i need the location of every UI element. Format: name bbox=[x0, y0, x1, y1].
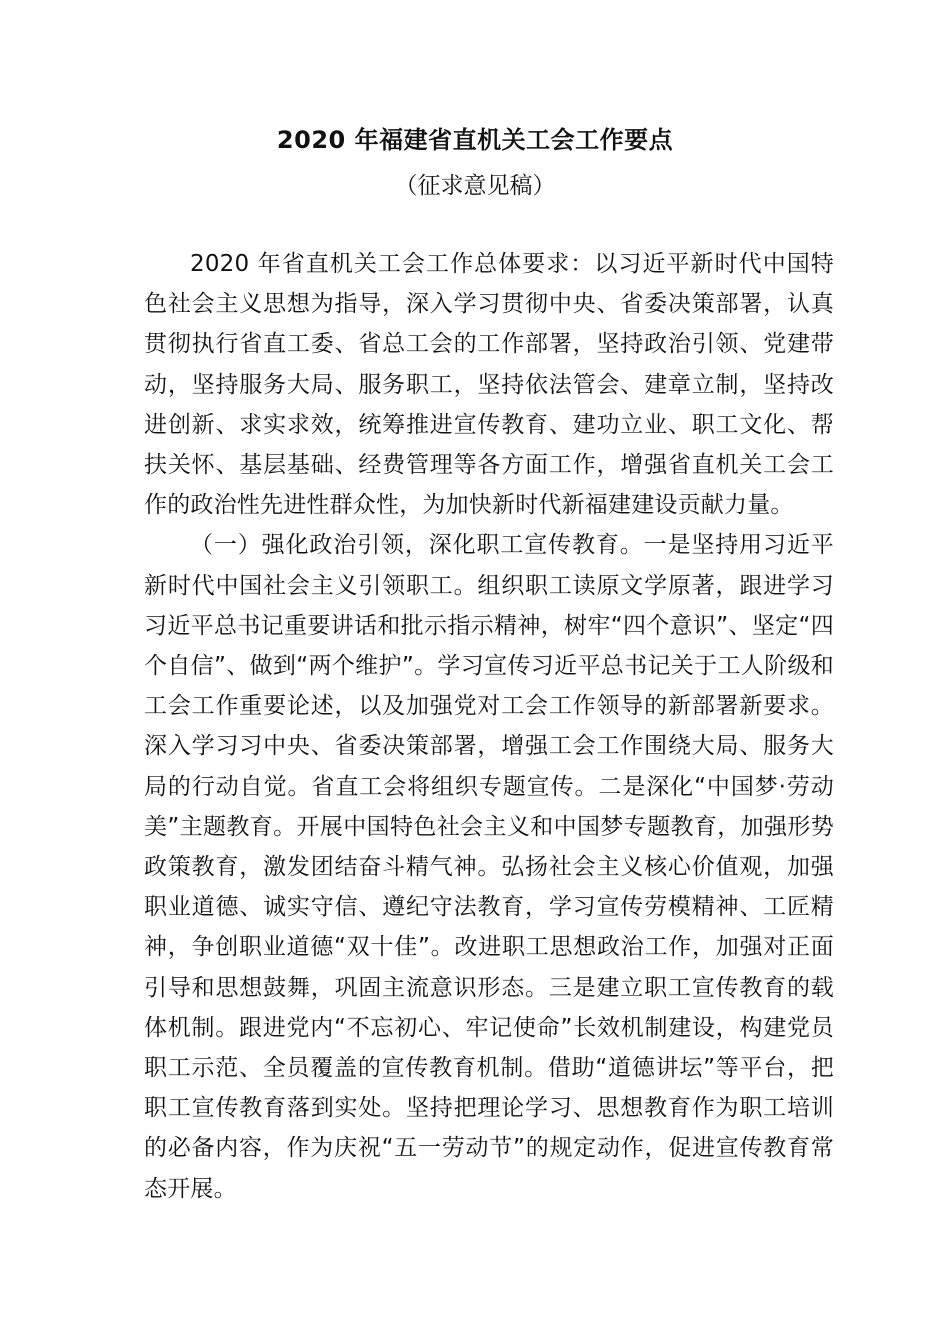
document-subtitle: （征求意见稿） bbox=[394, 173, 556, 199]
paragraph-general-requirements: 2020 年省直机关工会工作总体要求：以习近平新时代中国特色社会主义思想为指导，深入学习贯彻中央、省委决策部署，认真贯彻执行省直工委、省总工会的工作部署，坚持政治引领、党建带动，坚持服务大局、服务职工，坚持依法管会、建章立制，坚持改进创新、求实求效，统筹推进宣传教育、建功立业、职工文化、帮扶关怀、基层基础、经费管理等各方面工作，增强省直机关工会工作的政治性先进性群众性，为加快新时代新福建建设贡献力量。 bbox=[144, 251, 834, 519]
document-body bbox=[144, 244, 834, 1209]
paragraph-political-guidance: （一）强化政治引领，深化职工宣传教育。一是坚持用习近平新时代中国社会主义引领职工。组织职工读原文学原著，跟进学习习近平总书记重要讲话和批示指示精神，树牢“四个意识”、坚定“四个自信”、做到“两个维护”。学习宣传习近平总书记关于工人阶级和工会工作重要论述，以及加强党对工会工作领导的新部署新要求。深入学习习中央、省委决策部署，增强工会工作围绕大局、服务大局的行动自觉。省直工会将组织专题宣传。二是深化“中国梦·劳动美”主题教育。开展中国特色社会主义和中国梦专题教育，加强形势政策教育，激发团结奋斗精气神。弘扬社会主义核心价值观，加强职业道德、诚实守信、遵纪守法教育，学习宣传劳模精神、工匠精神，争创职业道德“双十佳”。改进职工思想政治工作，加强对正面引导和思想鼓舞，巩固主流意识形态。三是建立职工宣传教育的载体机制。跟进党内“不忘初心、牢记使命”长效机制建设，构建党员职工示范、全员覆盖的宣传教育机制。借助“道德讲坛”等平台，把职工宣传教育落到实处。坚持把理论学习、思想教育作为职工培训的必备内容，作为庆祝“五一劳动节”的规定动作，促进宣传教育常态开展。 bbox=[144, 532, 834, 1202]
document-title: 2020 年福建省直机关工会工作要点 bbox=[276, 126, 674, 154]
